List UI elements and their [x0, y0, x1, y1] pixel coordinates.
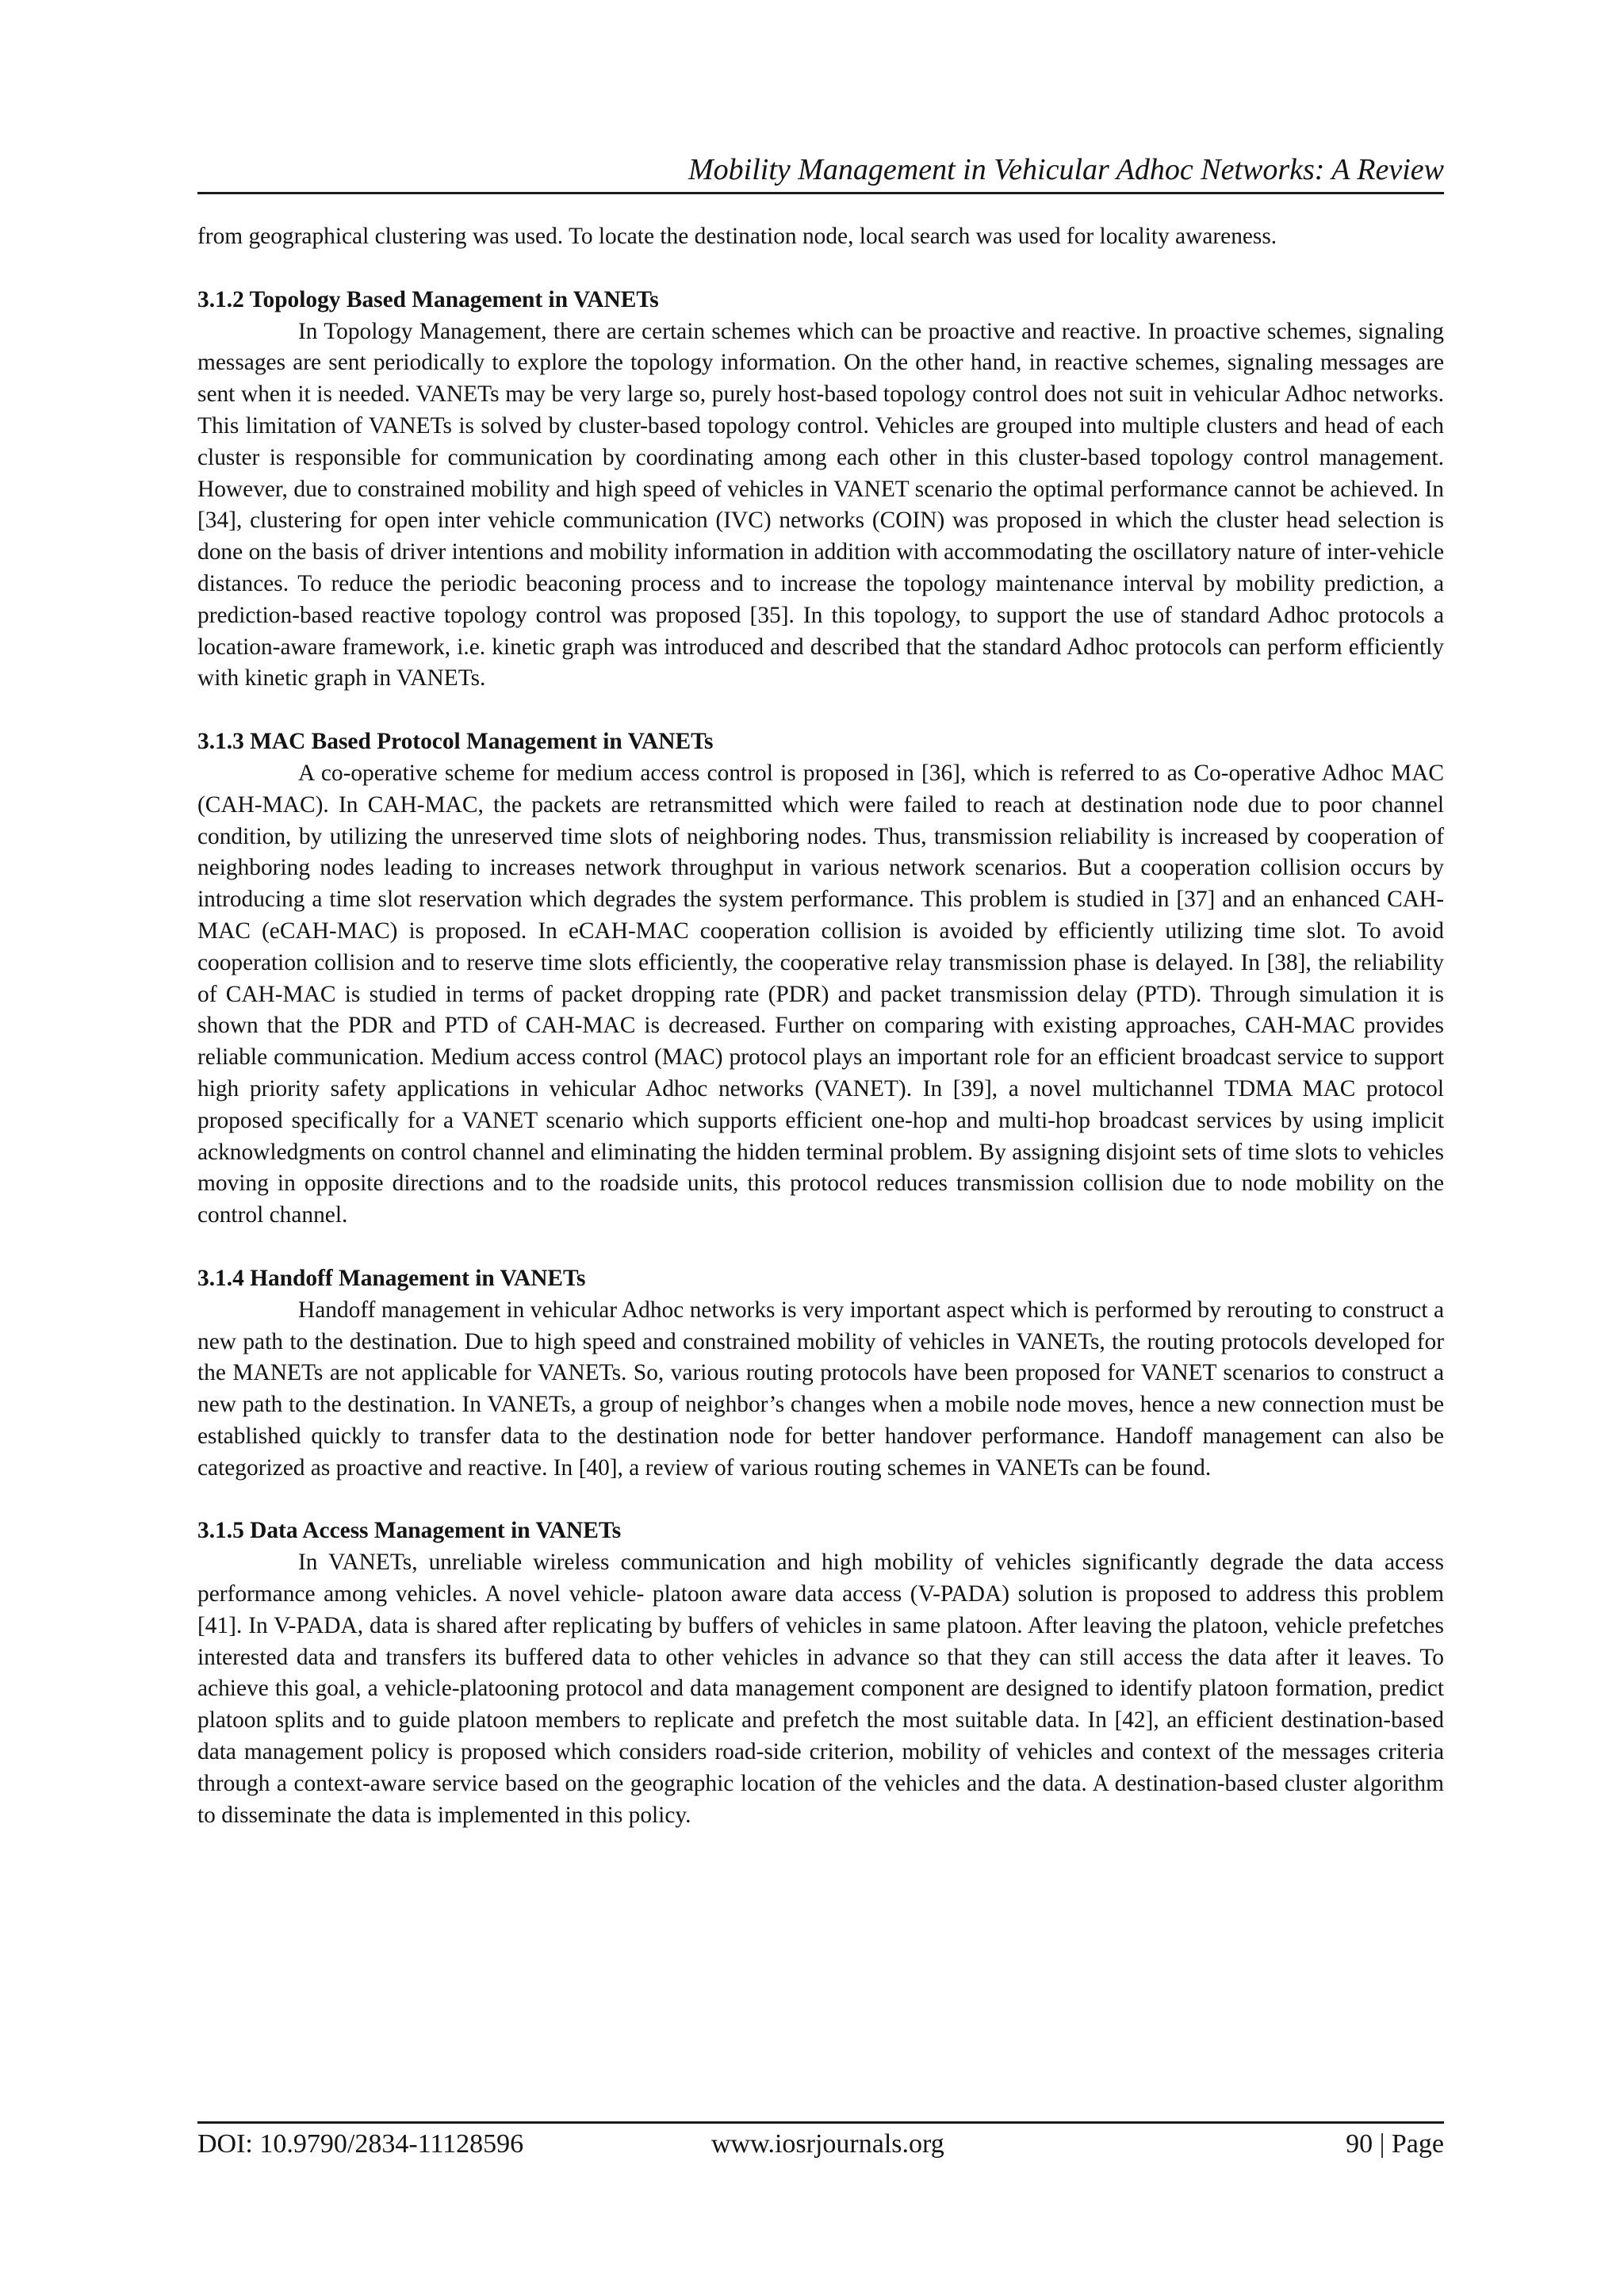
section-mac-protocol-management: [197, 726, 1444, 1232]
section-topology-management: [197, 285, 1444, 695]
section-heading: 3.1.4 Handoff Management in VANETs: [197, 1265, 586, 1291]
section-data-access-management: [197, 1515, 1444, 1831]
section-paragraph: In VANETs, unreliable wireless communication and high mobility of vehicles significantly degrade the data access performance among vehicles. A novel vehicle- platoon aware data access (V-PADA) solution is proposed to address this problem [41]. In V-PADA, data is shared after replicating by buffers of vehicles in same platoon. After leaving the platoon, vehicle prefetches interested data and transfers its buffered data to other vehicles in advance so that they can still access the data after it leaves. To achieve this goal, a vehicle-platooning protocol and data management component are designed to identify platoon formation, predict platoon splits and to guide platoon members to replicate and prefetch the most suitable data. In [42], an efficient destination-based data management policy is proposed which considers road-side criterion, mobility of vehicles and context of the messages criteria through a context-aware service based on the geographic location of the vehicles and the data. A destination-based cluster algorithm to disseminate the data is implemented in this policy.: [197, 1550, 1444, 1828]
section-paragraph: A co-operative scheme for medium access control is proposed in [36], which is referred to as Co-operative Adhoc MAC (CAH-MAC). In CAH-MAC, the packets are retransmitted which were failed to reach at destination node due to poor channel condition, by utilizing the unreserved time slots of neighboring nodes. Thus, transmission reliability is increased by cooperation of neighboring nodes leading to increases network throughput in various network scenarios. But a cooperation collision occurs by introducing a time slot reservation which degrades the system performance. This problem is studied in [37] and an enhanced CAH-MAC (eCAH-MAC) is proposed. In eCAH-MAC cooperation collision is avoided by efficiently utilizing time slot. To avoid cooperation collision and to reserve time slots efficiently, the cooperative relay transmission phase is delayed. In [38], the reliability of CAH-MAC is studied in terms of packet dropping rate (PDR) and packet transmission delay (PTD). Through simulation it is shown that the PDR and PTD of CAH-MAC is decreased. Further on comparing with existing approaches, CAH-MAC provides reliable communication. Medium access control (MAC) protocol plays an important role for an efficient broadcast service to support high priority safety applications in vehicular Adhoc networks (VANET). In [39], a novel multichannel TDMA MAC protocol proposed specifically for a VANET scenario which supports efficient one-hop and multi-hop broadcast services by using implicit acknowledgments on control channel and eliminating the hidden terminal problem. By assigning disjoint sets of time slots to vehicles moving in opposite directions and to the roadside units, this protocol reduces transmission collision due to node mobility on the control channel.: [197, 760, 1444, 1228]
section-heading: 3.1.2 Topology Based Management in VANETs: [197, 286, 659, 312]
footer-doi: DOI: 10.9790/2834-11128596: [197, 2129, 524, 2159]
running-header: Mobility Management in Vehicular Adhoc Networks: A Review: [688, 153, 1444, 186]
article-body: [197, 221, 1444, 1831]
footer-website: www.iosrjournals.org: [711, 2129, 944, 2159]
section-paragraph: In Topology Management, there are certain schemes which can be proactive and reactive. In proactive schemes, signaling messages are sent periodically to explore the topology information. On the other hand, in reactive schemes, signaling messages are sent when it is needed. VANETs may be very large so, purely host-based topology control does not suit in vehicular Adhoc networks. This limitation of VANETs is solved by cluster-based topology control. Vehicles are grouped into multiple clusters and head of each cluster is responsible for communication by coordinating among each other in this cluster-based topology control management. However, due to constrained mobility and high speed of vehicles in VANET scenario the optimal performance cannot be achieved. In [34], clustering for open inter vehicle communication (IVC) networks (COIN) was proposed in which the cluster head selection is done on the basis of driver intentions and mobility information in addition with accommodating the oscillatory nature of inter-vehicle distances. To reduce the periodic beaconing process and to increase the topology maintenance interval by mobility prediction, a prediction-based reactive topology control was proposed [35]. In this topology, to support the use of standard Adhoc protocols a location-aware framework, i.e. kinetic graph was introduced and described that the standard Adhoc protocols can perform efficiently with kinetic graph in VANETs.: [197, 318, 1444, 692]
footer-rule: [197, 2121, 1444, 2124]
section-handoff-management: [197, 1263, 1444, 1485]
page-footer: [197, 2127, 1444, 2162]
header-rule: [197, 192, 1444, 194]
section-heading: 3.1.5 Data Access Management in VANETs: [197, 1518, 622, 1544]
continuation-paragraph: from geographical clustering was used. To locate the destination node, local search was used for locality awareness.: [197, 224, 1277, 249]
section-paragraph: Handoff management in vehicular Adhoc networks is very important aspect which is performed by rerouting to construct a new path to the destination. Due to high speed and constrained mobility of vehicles in VANETs, the routing protocols developed for the MANETs are not applicable for VANETs. So, various routing protocols have been proposed for VANET scenarios to construct a new path to the destination. In VANETs, a group of neighbor’s changes when a mobile node moves, hence a new connection must be established quickly to transfer data to the destination node for better handover performance. Handoff management can also be categorized as proactive and reactive. In [40], a review of various routing schemes in VANETs can be found.: [197, 1297, 1444, 1481]
footer-page-number: 90 | Page: [1346, 2129, 1444, 2159]
section-heading: 3.1.3 MAC Based Protocol Management in VANETs: [197, 729, 714, 755]
